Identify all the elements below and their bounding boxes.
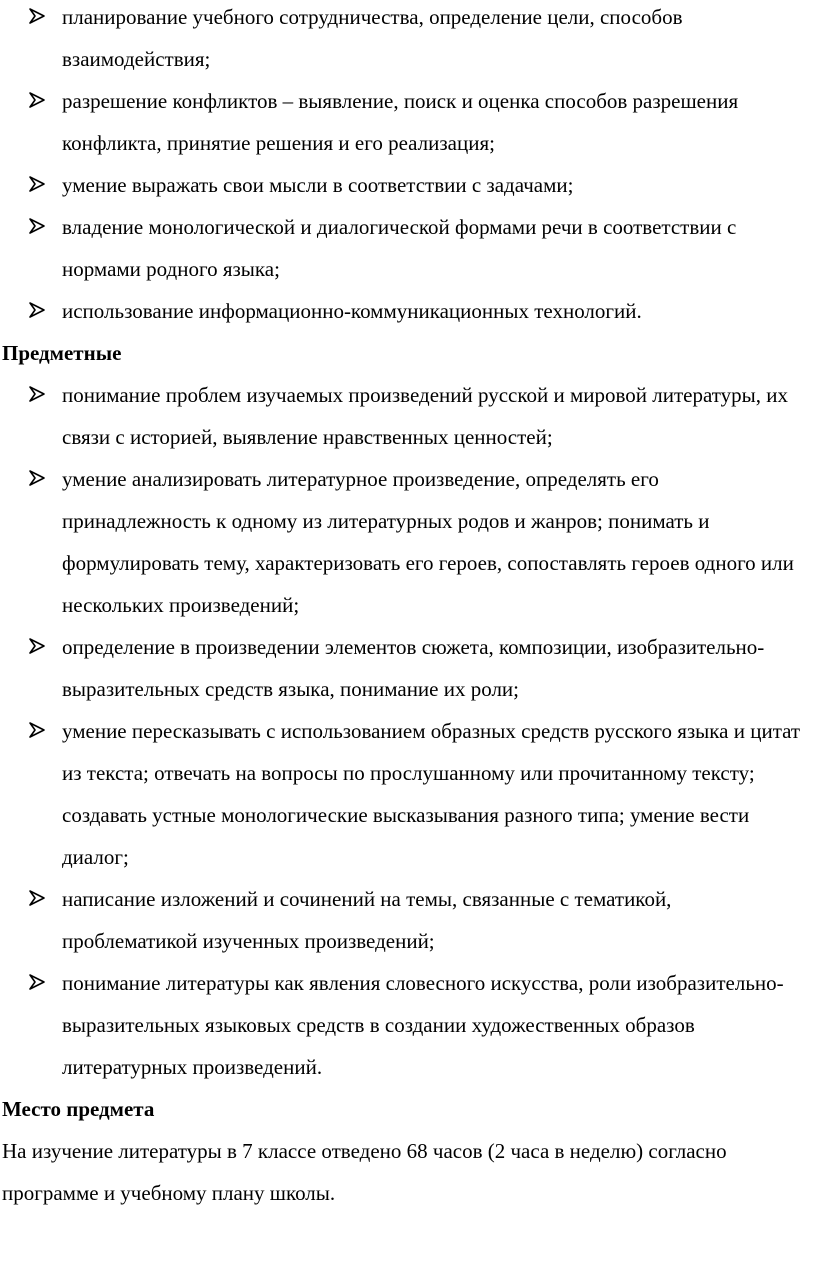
section-heading-place: Место предмета (2, 1097, 155, 1121)
list-item (0, 710, 816, 878)
list-item (0, 626, 816, 710)
list-item-text: разрешение конфликтов – выявление, поиск и оценка способов разрешения конфликта, принятие решения и его реализация; (62, 89, 739, 155)
arrow-bullet-icon (28, 385, 46, 403)
list-item-text: использование информационно-коммуникационных технологий. (62, 299, 642, 323)
arrow-bullet-icon (28, 721, 46, 739)
list-item (0, 962, 816, 1088)
list-item-text: владение монологической и диалогической формами речи в соответствии с нормами родного языка; (62, 215, 737, 281)
place-paragraph: На изучение литературы в 7 классе отведено 68 часов (2 часа в неделю) согласно программе и учебному плану школы. (2, 1139, 727, 1205)
list-item-text: умение выражать свои мысли в соответствии с задачами; (62, 173, 574, 197)
arrow-bullet-icon (28, 175, 46, 193)
list-item-text: написание изложений и сочинений на темы, связанные с тематикой, проблематикой изученных произведений; (62, 887, 672, 953)
arrow-bullet-icon (28, 637, 46, 655)
list-item (0, 458, 816, 626)
list-item-text: умение анализировать литературное произведение, определять его принадлежность к одному из литературных родов и жанров; понимать и формулировать тему, характеризовать его героев, сопоставлять героев одного или нескольких произведений; (62, 467, 794, 617)
list-item (0, 0, 816, 80)
list-item (0, 374, 816, 458)
list-item-text: определение в произведении элементов сюжета, композиции, изобразительно-выразительных средств языка, понимание их роли; (62, 635, 765, 701)
list-item (0, 206, 816, 290)
arrow-bullet-icon (28, 469, 46, 487)
arrow-bullet-icon (28, 889, 46, 907)
list-item (0, 290, 816, 332)
arrow-bullet-icon (28, 301, 46, 319)
list-item (0, 878, 816, 962)
bullet-list-subject (0, 374, 816, 1088)
list-item-text: понимание проблем изучаемых произведений русской и мировой литературы, их связи с историей, выявление нравственных ценностей; (62, 383, 788, 449)
arrow-bullet-icon (28, 91, 46, 109)
list-item (0, 80, 816, 164)
section-heading-subject: Предметные (2, 341, 122, 365)
arrow-bullet-icon (28, 217, 46, 235)
arrow-bullet-icon (28, 973, 46, 991)
list-item-text: планирование учебного сотрудничества, определение цели, способов взаимодействия; (62, 5, 683, 71)
list-item (0, 164, 816, 206)
bullet-list-metasubject (0, 0, 816, 332)
list-item-text: понимание литературы как явления словесного искусства, роли изобразительно-выразительных языковых средств в создании художественных образов литературных произведений. (62, 971, 784, 1079)
arrow-bullet-icon (28, 7, 46, 25)
list-item-text: умение пересказывать с использованием образных средств русского языка и цитат из текста; отвечать на вопросы по прослушанному или прочитанному тексту; создавать устные монологические высказывания разного типа; умение вести диалог; (62, 719, 801, 869)
